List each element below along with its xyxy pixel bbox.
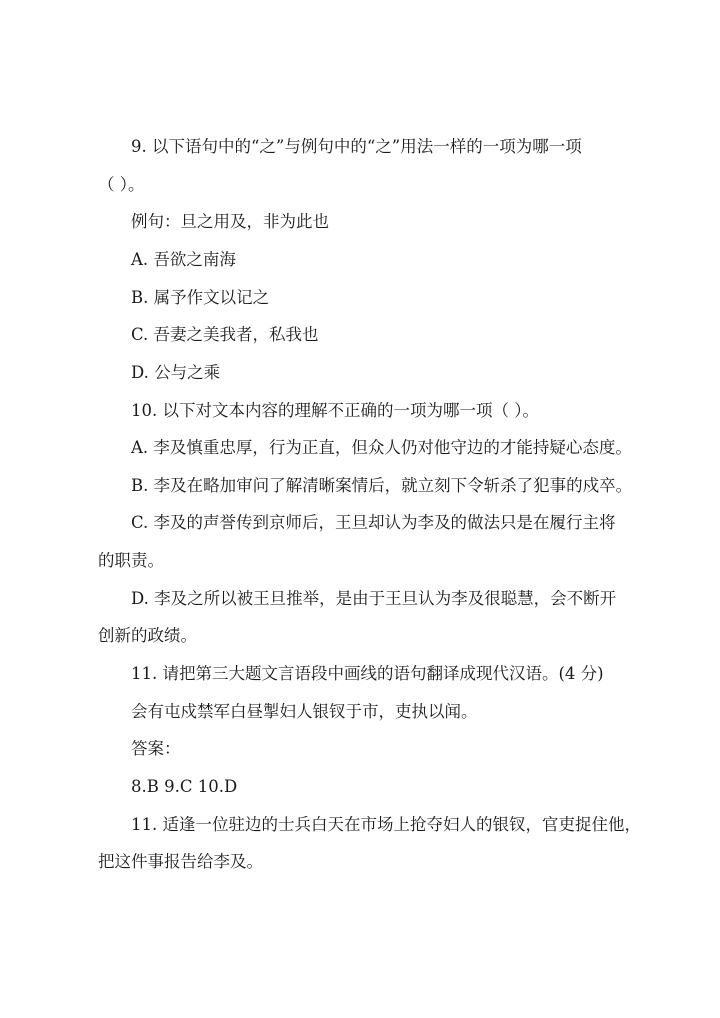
question-11-stem: 11. 请把第三大题文言语段中画线的语句翻译成现代汉语。(4 分) — [131, 664, 604, 683]
question-10-option-b: B. 李及在略加审问了解清晰案情后，就立刻下令斩杀了犯事的戍卒。 — [131, 476, 633, 495]
answer-11-translation-continued: 把这件事报告给李及。 — [98, 852, 263, 871]
question-10-stem: 10. 以下对文本内容的理解不正确的一项为哪一项（ ）。 — [131, 401, 539, 420]
question-10-option-d-continued: 创新的政绩。 — [98, 626, 197, 645]
question-10-option-c: C. 李及的声誉传到京师后，王旦却认为李及的做法只是在履行主将 — [131, 513, 616, 532]
question-10-option-c-continued: 的职责。 — [98, 551, 164, 570]
question-10-option-d: D. 李及之所以被王旦推举，是由于王旦认为李及很聪慧，会不断开 — [131, 589, 617, 608]
answer-keys: 8.B 9.C 10.D — [131, 777, 238, 796]
answer-11-translation: 11. 适逢一位驻边的士兵白天在市场上抢夺妇人的银钗，官吏捉住他， — [131, 815, 641, 834]
question-9-option-d: D. 公与之乘 — [131, 363, 221, 382]
question-9-stem-continued: （ ）。 — [98, 175, 145, 194]
question-9-example-sentence: 例句：旦之用及，非为此也 — [131, 212, 329, 231]
question-9-option-a: A. 吾欲之南海 — [131, 250, 236, 269]
question-9-option-b: B. 属予作文以记之 — [131, 288, 270, 307]
question-10-option-a: A. 李及慎重忠厚，行为正直，但众人仍对他守边的才能持疑心态度。 — [131, 438, 632, 457]
question-9-stem: 9. 以下语句中的“之”与例句中的“之”用法一样的一项为哪一项 — [131, 137, 582, 156]
question-11-source-text: 会有屯戍禁军白昼掣妇人银钗于市，吏执以闻。 — [131, 702, 478, 721]
question-9-option-c: C. 吾妻之美我者，私我也 — [131, 325, 319, 344]
answer-heading: 答案： — [131, 739, 181, 758]
